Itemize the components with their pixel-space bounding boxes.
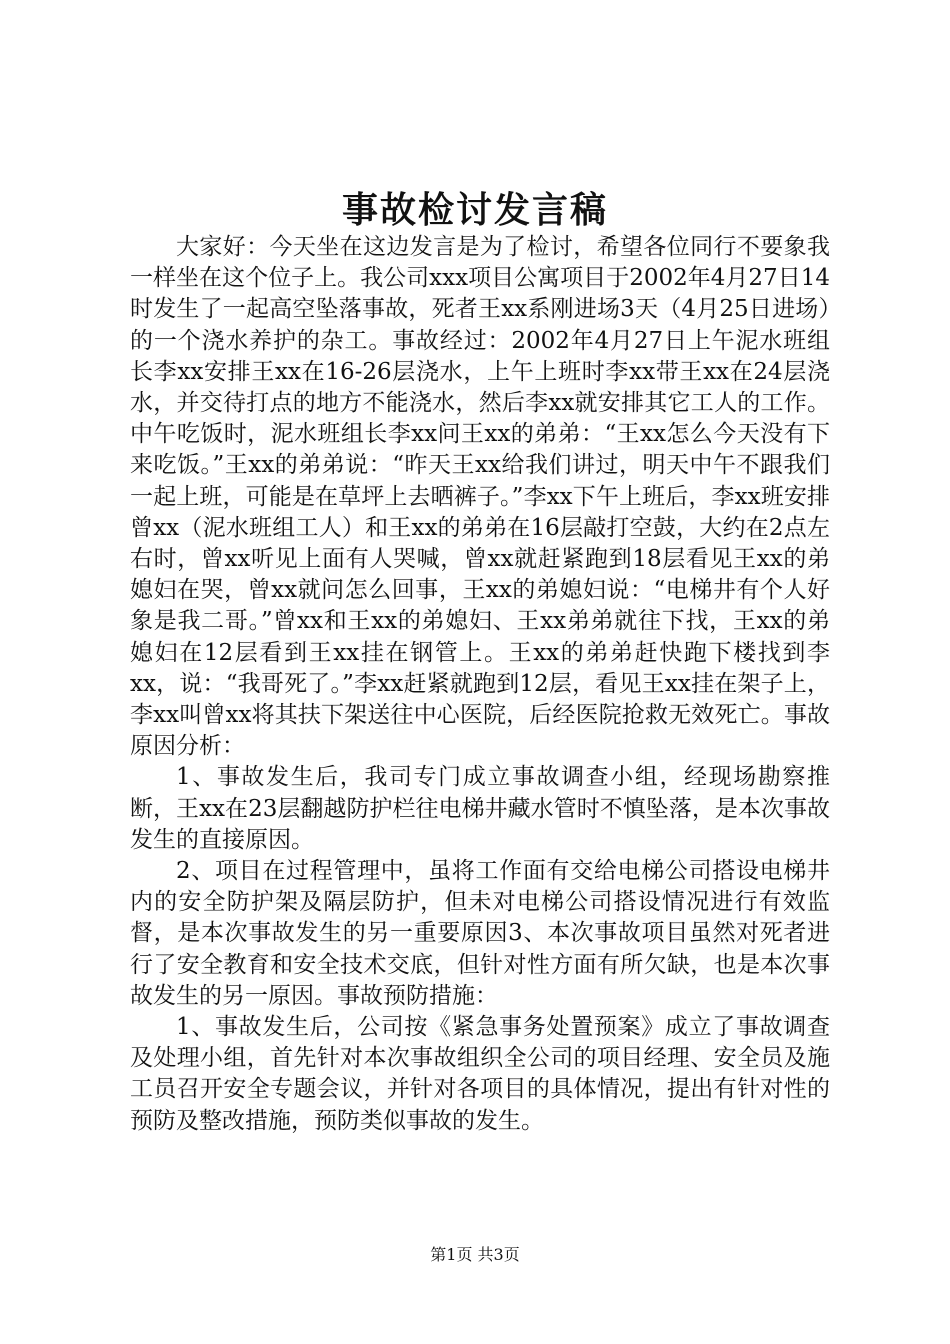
body-paragraph: 大家好：今天坐在这边发言是为了检讨，希望各位同行不要象我一样坐在这个位子上。我公司xxx项目公寓项目于2002年4月27日14时发生了一起高空坠落事故，死者王xx系刚进场3天（4月25日进场）的一个浇水养护的杂工。事故经过：2002年4月27日上午泥水班组长李xx安排王xx在16-26层浇水，上午上班时李xx带王xx在24层浇水，并交待打点的地方不能浇水，然后李xx就安排其它工人的工作。中午吃饭时，泥水班组长李xx问王xx的弟弟：“王xx怎么今天没有下来吃饭。”王xx的弟弟说：“昨天王xx给我们讲过，明天中午不跟我们一起上班，可能是在草坪上去晒裤子。”李xx下午上班后，李xx班安排曾xx（泥水班组工人）和王xx的弟弟在16层敲打空鼓，大约在2点左右时，曾xx听见上面有人哭喊，曾xx就赶紧跑到18层看见王xx的弟媳妇在哭，曾xx就问怎么回事，王xx的弟媳妇说：“电梯井有个人好象是我二哥。”曾xx和王xx的弟媳妇、王xx弟弟就往下找，王xx的弟媳妇在12层看到王xx挂在钢管上。王xx的弟弟赶快跑下楼找到李xx，说：“我哥死了。”李xx赶紧就跑到12层，看见王xx挂在架子上，李xx叫曾xx将其扶下架送往中心医院，后经医院抢救无效死亡。事故原因分析： — [130, 234, 831, 760]
document-title: 事故检讨发言稿 — [341, 189, 608, 231]
body-paragraph: 2、项目在过程管理中，虽将工作面有交给电梯公司搭设电梯井内的安全防护架及隔层防护，但未对电梯公司搭设情况进行有效监督，是本次事故发生的另一重要原因3、本次事故项目虽然对死者进行了安全教育和安全技术交底，但针对性方面有所欠缺，也是本次事故发生的另一原因。事故预防措施： — [130, 858, 830, 1009]
body-paragraph: 1、事故发生后，公司按《紧急事务处置预案》成立了事故调查及处理小组，首先针对本次事故组织全公司的项目经理、安全员及施工员召开安全专题会议，并针对各项目的具体情况，提出有针对性的预防及整改措施，预防类似事故的发生。 — [130, 1014, 830, 1134]
page-number-footer: 第1页 共3页 — [430, 1245, 520, 1264]
document-body — [130, 232, 830, 1137]
body-paragraph: 1、事故发生后，我司专门成立事故调查小组，经现场勘察推断，王xx在23层翻越防护栏往电梯井藏水管时不慎坠落，是本次事故发生的直接原因。 — [130, 764, 830, 853]
